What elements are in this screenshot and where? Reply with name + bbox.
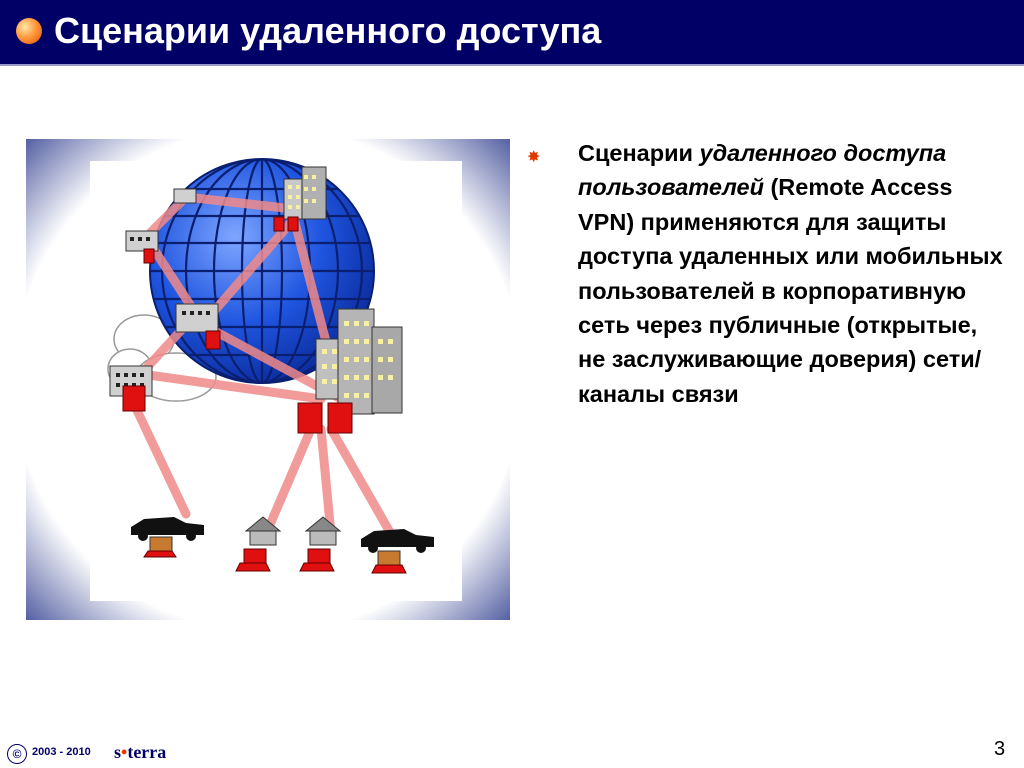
body-text-part1: Сценарии	[578, 140, 700, 166]
page-number: 3	[994, 738, 1006, 760]
logo-dot-icon: •	[121, 742, 128, 762]
company-logo	[114, 742, 166, 763]
body-paragraph	[578, 136, 1008, 411]
slide-title: Сценарии удаленного доступа	[54, 10, 602, 51]
body-text-part2: (Remote Access VPN) применяются для защиты доступа удаленных или мобильных пользователей в корпоративную сеть через публичные (открытые, не заслуживающие доверия) сети/каналы связи	[578, 174, 1003, 407]
title-bullet-icon	[16, 18, 42, 44]
logo-right: terra	[127, 742, 167, 762]
logo-left: s	[114, 742, 122, 762]
title-divider	[0, 64, 1024, 66]
footer-years: 2003 - 2010	[32, 746, 91, 758]
bullet-icon: ✸	[527, 149, 541, 166]
copyright-icon: ©	[7, 744, 27, 764]
body-text-italic: удаленного доступа пользователей	[578, 140, 947, 201]
remote-access-illustration	[26, 139, 510, 620]
